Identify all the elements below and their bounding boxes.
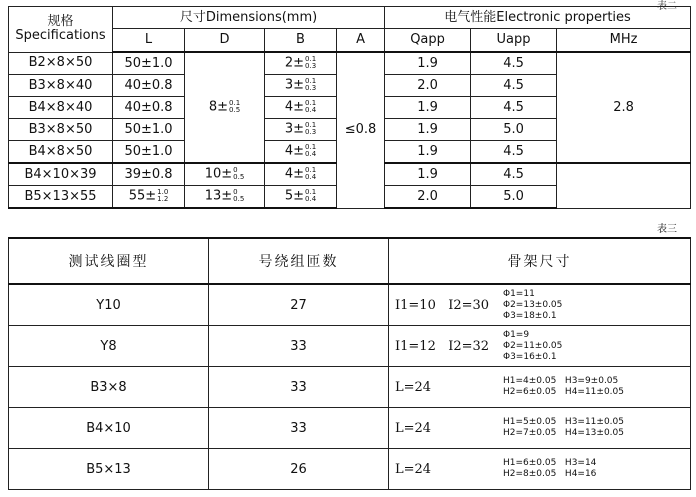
length-cell: 50±1.0	[113, 119, 185, 141]
tolerance-upper: 0	[233, 188, 238, 197]
q-cell: 1.9	[385, 52, 471, 75]
tolerance-lower: 0.3	[305, 128, 317, 137]
spec-cell: B4×8×40	[9, 97, 113, 119]
u-cell: 4.5	[471, 75, 557, 97]
width-cell: 5± 0.1 0.4	[265, 186, 337, 209]
tolerance	[305, 100, 316, 114]
dimensions-header: 尺寸Dimensions(mm)	[113, 7, 385, 29]
tolerance-lower: 0.5	[229, 106, 241, 115]
mhz-cell	[557, 163, 691, 208]
turns-cell: 33	[209, 326, 389, 367]
length-cell: 39±0.8	[113, 163, 185, 186]
bobbin-sub-dims	[503, 289, 562, 322]
table-caption-top: 表二	[657, 1, 677, 12]
turns-header: 号绕组匝数	[209, 238, 389, 284]
q-cell: 1.9	[385, 97, 471, 119]
bobbin-size-cell	[389, 449, 691, 490]
table-row	[9, 284, 691, 326]
turns-cell: 27	[209, 284, 389, 326]
spec-header-en: Specifications	[15, 28, 106, 44]
mhz-cell: 2.8	[557, 52, 691, 163]
tolerance	[157, 189, 168, 203]
tolerance-upper: 0.1	[305, 166, 317, 175]
length-cell: 40±0.8	[113, 97, 185, 119]
col-B-header: B	[265, 29, 337, 53]
u-cell: 4.5	[471, 52, 557, 75]
bobbin-sub-line: Φ3=18±0.1	[503, 310, 557, 321]
bobbin-sub-dims	[503, 376, 624, 398]
tolerance-upper: 0.1	[305, 188, 317, 197]
length-cell: 55± 1.0 1.2	[113, 186, 185, 209]
coil-model-cell: Y8	[9, 326, 209, 367]
spec-cell: B2×8×50	[9, 52, 113, 75]
tolerance-upper: 0	[233, 166, 238, 175]
col-U-header: Uapp	[471, 29, 557, 53]
tolerance-lower: 0.3	[305, 62, 317, 71]
bobbin-sub-line: Φ2=13±0.05	[503, 299, 563, 310]
width-cell: 4± 0.1 0.4	[265, 141, 337, 164]
col-Q-header: Qapp	[385, 29, 471, 53]
bobbin-size-cell	[389, 367, 691, 408]
tolerance-lower: 0.4	[305, 150, 317, 159]
q-cell: 2.0	[385, 75, 471, 97]
coil-model-cell: B3×8	[9, 367, 209, 408]
bobbin-sub-line: H2=6±0.05 H4=11±0.05	[503, 387, 624, 397]
q-cell: 1.9	[385, 141, 471, 164]
coil-model-cell: B4×10	[9, 408, 209, 449]
tolerance-upper: 1.0	[157, 188, 169, 197]
bobbin-size-cell	[389, 284, 691, 326]
tolerance	[305, 167, 316, 181]
bobbin-size-header: 骨架尺寸	[389, 238, 691, 284]
u-cell: 4.5	[471, 163, 557, 186]
width-cell: 2± 0.1 0.3	[265, 52, 337, 75]
tolerance	[305, 78, 316, 92]
width-cell: 4± 0.1 0.4	[265, 97, 337, 119]
diameter-cell: 8± 0.1 0.5	[185, 52, 265, 163]
diameter-cell: 13± 0 0.5	[185, 186, 265, 209]
coil-model-cell: Y10	[9, 284, 209, 326]
turns-cell: 33	[209, 408, 389, 449]
tolerance-upper: 0.1	[305, 143, 317, 152]
spec-cell: B3×8×40	[9, 75, 113, 97]
tolerance-lower: 0.4	[305, 173, 317, 182]
bobbin-sub-line: H2=8±0.05 H4=16	[503, 469, 597, 479]
bobbin-sub-line: H1=4±0.05 H3=9±0.05	[503, 376, 619, 386]
a-value-cell: ≤0.8	[337, 52, 385, 208]
tolerance-upper: 0.1	[305, 77, 317, 86]
q-cell: 1.9	[385, 163, 471, 186]
table-row	[9, 326, 691, 367]
length-cell: 50±1.0	[113, 52, 185, 75]
u-cell: 5.0	[471, 186, 557, 209]
col-L-header: L	[113, 29, 185, 53]
tolerance-lower: 0.3	[305, 84, 317, 93]
tolerance	[233, 167, 244, 181]
tolerance-upper: 0.1	[305, 121, 317, 130]
coil-model-header: 测试线圈型	[9, 238, 209, 284]
turns-cell: 33	[209, 367, 389, 408]
tolerance-lower: 0.4	[305, 106, 317, 115]
bobbin-main-dims: I1=10 I2=30	[395, 297, 490, 313]
spec-cell: B4×8×50	[9, 141, 113, 164]
bobbin-sub-line: Φ1=9	[503, 329, 530, 340]
bobbin-sub-line: Φ1=11	[503, 288, 535, 299]
coil-table	[8, 237, 691, 490]
tolerance-lower: 1.2	[157, 195, 169, 204]
q-cell: 2.0	[385, 186, 471, 209]
bobbin-main-dims: L=24	[395, 461, 432, 477]
bobbin-sub-dims	[503, 330, 562, 363]
tolerance	[305, 56, 316, 70]
tolerance	[305, 122, 316, 136]
q-cell: 1.9	[385, 119, 471, 141]
col-A-header: A	[337, 29, 385, 53]
bobbin-sub-line: Φ2=11±0.05	[503, 340, 563, 351]
turns-cell: 26	[209, 449, 389, 490]
bobbin-sub-dims	[503, 458, 596, 480]
tolerance	[229, 100, 240, 114]
bobbin-size-cell	[389, 326, 691, 367]
u-cell: 4.5	[471, 141, 557, 164]
coil-model-cell: B5×13	[9, 449, 209, 490]
table-row	[9, 449, 691, 490]
bobbin-main-dims: L=24	[395, 420, 432, 436]
bobbin-sub-dims	[503, 417, 624, 439]
u-cell: 4.5	[471, 97, 557, 119]
col-MHz-header: MHz	[557, 29, 691, 53]
width-cell: 3± 0.1 0.3	[265, 75, 337, 97]
bobbin-main-dims: L=24	[395, 379, 432, 395]
table-row	[9, 52, 691, 75]
bobbin-sub-line: H1=6±0.05 H3=14	[503, 458, 597, 468]
spec-header	[9, 7, 113, 53]
tolerance-upper: 0.1	[229, 99, 241, 108]
diameter-cell: 10± 0 0.5	[185, 163, 265, 186]
table-row	[9, 367, 691, 408]
electronic-header: 电气性能Electronic properties	[385, 7, 691, 29]
tolerance-upper: 0.1	[305, 99, 317, 108]
table-row	[9, 408, 691, 449]
tolerance	[233, 189, 244, 203]
col-D-header: D	[185, 29, 265, 53]
bobbin-sub-line: H2=7±0.05 H4=13±0.05	[503, 428, 624, 438]
bobbin-sub-line: Φ3=16±0.1	[503, 351, 557, 362]
tolerance-lower: 0.5	[233, 195, 245, 204]
spec-cell: B5×13×55	[9, 186, 113, 209]
table-caption: 表三	[657, 224, 677, 235]
bobbin-size-cell	[389, 408, 691, 449]
tolerance-lower: 0.4	[305, 195, 317, 204]
length-cell: 40±0.8	[113, 75, 185, 97]
tolerance-upper: 0.1	[305, 55, 317, 64]
length-cell: 50±1.0	[113, 141, 185, 164]
spec-cell: B3×8×50	[9, 119, 113, 141]
width-cell: 3± 0.1 0.3	[265, 119, 337, 141]
width-cell: 4± 0.1 0.4	[265, 163, 337, 186]
u-cell: 5.0	[471, 119, 557, 141]
specifications-table	[8, 6, 691, 209]
tolerance	[305, 189, 316, 203]
tolerance	[305, 144, 316, 158]
bobbin-main-dims: I1=12 I2=32	[395, 338, 490, 354]
spec-cell: B4×10×39	[9, 163, 113, 186]
spec-header-cn: 规格	[47, 14, 74, 30]
tolerance-lower: 0.5	[233, 173, 245, 182]
bobbin-sub-line: H1=5±0.05 H3=11±0.05	[503, 417, 624, 427]
